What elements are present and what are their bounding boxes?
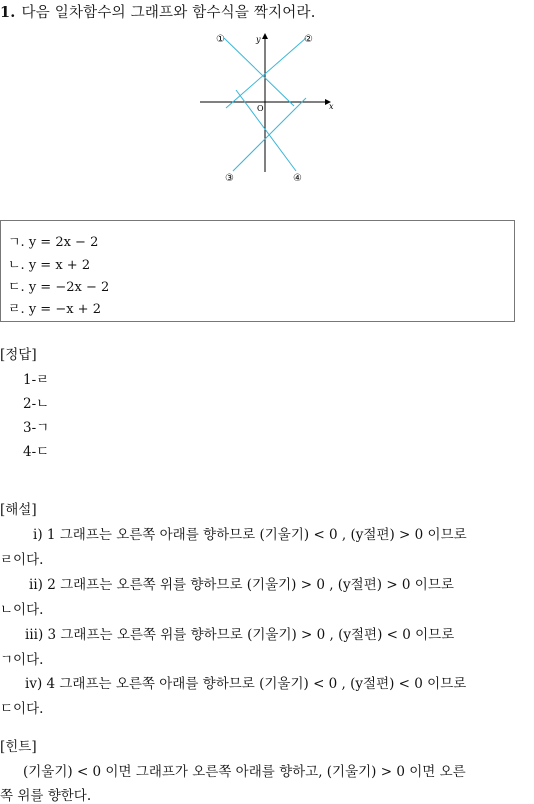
options-box — [0, 220, 515, 322]
answer-item-1: 1-ㄹ — [23, 372, 50, 388]
explanation-line-3: ⅱ) 2 그래프는 오른쪽 위를 향하므로 (기울기) > 0 , (y절편) > 0 이므로 — [29, 577, 454, 593]
option-1: ㄱ. y = 2x − 2 — [8, 235, 99, 250]
graph-marker-1: ① — [216, 34, 225, 45]
function-graph — [196, 26, 338, 186]
y-axis-label: y — [256, 35, 261, 44]
answer-heading: [정답] — [0, 347, 37, 363]
explanation-line-2: ㄹ이다. — [0, 552, 44, 568]
explanation-line-8: ㄷ이다. — [0, 701, 44, 717]
graph-marker-4: ④ — [293, 173, 302, 184]
x-axis-label: x — [329, 102, 334, 111]
hint-heading: [힌트] — [0, 739, 37, 755]
explanation-line-7: ⅳ) 4 그래프는 오른쪽 아래를 향하므로 (기울기) < 0 , (y절편) < 0 이므로 — [25, 676, 467, 692]
explanation-line-1: ⅰ) 1 그래프는 오른쪽 아래를 향하므로 (기울기) < 0 , (y절편) > 0 이므로 — [33, 527, 467, 543]
graph-marker-3: ③ — [225, 173, 234, 184]
hint-line-2: 쪽 위를 향한다. — [0, 788, 92, 804]
answer-item-2: 2-ㄴ — [23, 396, 50, 412]
explanation-line-6: ㄱ이다. — [0, 652, 44, 668]
option-2: ㄴ. y = x + 2 — [8, 258, 91, 273]
origin-label: O — [257, 104, 264, 113]
problem-number: 1. — [0, 4, 16, 21]
graph-line-1 — [224, 38, 294, 106]
explanation-line-4: ㄴ이다. — [0, 602, 44, 618]
answer-item-4: 4-ㄷ — [23, 444, 50, 460]
problem-text: 다음 일차함수의 그래프와 함수식을 짝지어라. — [21, 5, 316, 21]
graph-line-2 — [226, 38, 306, 108]
explanation-heading: [해설] — [0, 502, 37, 518]
hint-line-1: (기울기) < 0 이면 그래프가 오른쪽 아래를 향하고, (기울기) > 0 이면 오른 — [23, 764, 466, 780]
explanation-line-5: ⅲ) 3 그래프는 오른쪽 위를 향하므로 (기울기) > 0 , (y절편) < 0 이므로 — [25, 627, 455, 643]
graph-marker-2: ② — [304, 34, 313, 45]
option-3: ㄷ. y = −2x − 2 — [8, 280, 110, 295]
option-4: ㄹ. y = −x + 2 — [8, 302, 101, 317]
answer-item-3: 3-ㄱ — [23, 420, 50, 436]
problem-title — [0, 1, 316, 22]
